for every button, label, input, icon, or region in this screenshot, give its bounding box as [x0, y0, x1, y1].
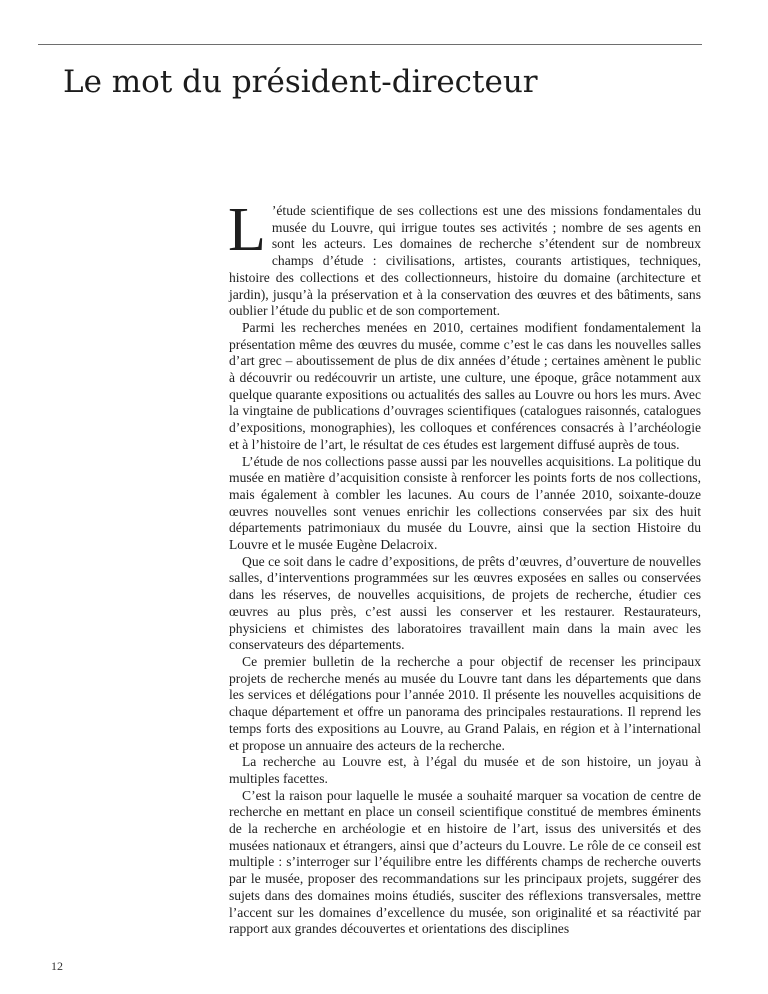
header-rule — [38, 44, 702, 45]
paragraph-1-text: ’étude scientifique de ses collections est une des missions fondamentales du musée du Louvre, qui irrigue toutes ses activités ; nombre de ses agents en sont les acteurs. Les domaines de recherche s’étendent sur de nombreux champs d’étude : civilisations, artistes, courants artistiques, techniques, histoire des collections et des collectionneurs, histoire du domaine (architecture et jardin), jusqu’à la préservation et à la conservation des œuvres et des bâtiments, sans oublier l’étude du public et de son comportement. — [229, 203, 701, 319]
drop-cap: L — [228, 196, 266, 264]
paragraph-1 — [228, 196, 701, 320]
article-body — [228, 196, 701, 938]
paragraph-7: C’est la raison pour laquelle le musée a souhaité marquer sa vocation de centre de recherche en mettant en place un conseil scientifique constitué de membres éminents de la recherche en archéologie et en histoire de l’art, issus des universités et des musées nationaux et étrangers, ainsi que d’acteurs du Louvre. Le rôle de ce conseil est multiple : s’interroger sur l’équilibre entre les différents champs de recherche ouverts par le musée, proposer des recommandations sur les principaux projets, suggérer des sujets dans des domaines moins étudiés, susciter des réflexions transversales, mettre l’accent sur les domaines d’excellence du musée, son originalité et sa réactivité par rapport aux grandes découvertes et orientations des disciplines — [229, 787, 701, 937]
paragraph-3: L’étude de nos collections passe aussi par les nouvelles acquisitions. La politique du musée en matière d’acquisition consiste à renforcer les points forts de nos collections, mais également à combler les lacunes. Au cours de l’année 2010, soixante-douze œuvres nouvelles sont venues enrichir les collections conservées par six des huit départements patrimoniaux du musée du Louvre, ainsi que la section Histoire du Louvre et le musée Eugène Delacroix. — [229, 453, 701, 553]
page-number: 12 — [51, 959, 63, 973]
paragraph-4: Que ce soit dans le cadre d’expositions, de prêts d’œuvres, d’ouverture de nouvelles salles, d’interventions programmées sur les œuvres exposées en salles ou conservées dans les réserves, de nouvelles acquisitions, de projets de recherche, étudier ces œuvres au plus près, c’est aussi les conserver et les restaurer. Restaurateurs, physiciens et chimistes des laboratoires travaillent main dans la main avec les conservateurs des départements. — [229, 553, 701, 653]
paragraph-6: La recherche au Louvre est, à l’égal du musée et de son histoire, un joyau à multiples facettes. — [229, 754, 701, 786]
page-title: Le mot du président-directeur — [63, 64, 538, 100]
paragraph-5: Ce premier bulletin de la recherche a pour objectif de recenser les principaux projets de recherche menés au musée du Louvre tant dans les départements que dans les services et délégations pour l’année 2010. Il présente les nouvelles acquisitions de chaque département et offre un panorama des principales restaurations. Il reprend les temps forts des expositions au Louvre, au Grand Palais, en région et à l’international et propose un annuaire des acteurs de la recherche. — [229, 653, 701, 753]
paragraph-2: Parmi les recherches menées en 2010, certaines modifient fondamentalement la présentation même des œuvres du musée, comme c’est le cas dans les nouvelles salles d’art grec – aboutissement de plus de dix années d’étude ; certaines amènent le public à découvrir ou redécouvrir un artiste, une culture, une époque, grâce notamment aux quelque quarante expositions ou actualités des salles au Louvre ou hors les murs. Avec la vingtaine de publications d’ouvrages scientifiques (catalogues raisonnés, catalogues d’expositions, monographies), les colloques et conférences consacrés à l’archéologie et à l’histoire de l’art, le résultat de ces études est largement diffusé auprès de tous. — [229, 319, 701, 452]
